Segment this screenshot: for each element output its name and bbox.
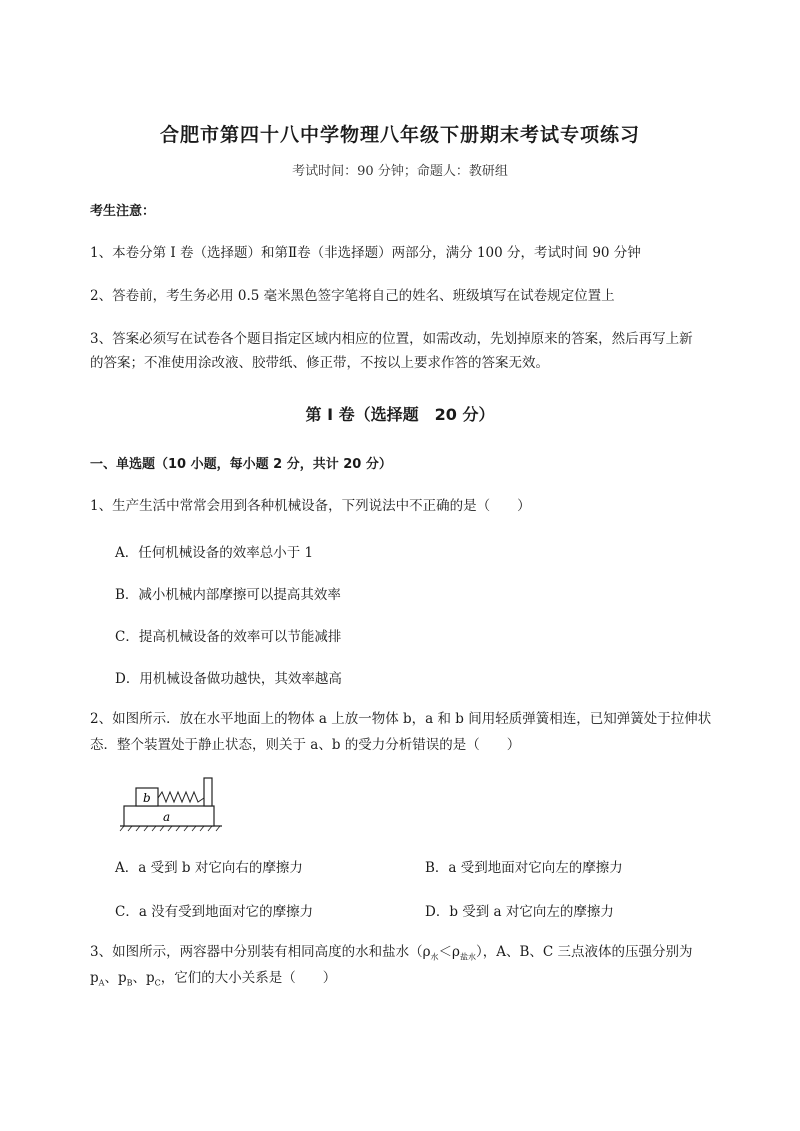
q1-option-a: A．任何机械设备的效率总小于 1	[115, 545, 314, 561]
spring-block-figure	[118, 772, 228, 832]
q1-option-c: C．提高机械设备的效率可以节能减排	[115, 629, 342, 645]
spring	[158, 792, 204, 802]
q2-option-a: A．a 受到 b 对它向右的摩擦力	[115, 860, 303, 876]
post	[204, 778, 212, 806]
label-b: b	[143, 791, 151, 805]
notice-item-3-line-2: 的答案；不准使用涂改液、胶带纸、修正带，不按以上要求作答的答案无效。	[90, 355, 549, 371]
q2-option-d: D．b 受到 a 对它向左的摩擦力	[425, 904, 614, 920]
q2-option-b: B．a 受到地面对它向左的摩擦力	[425, 860, 623, 876]
notice-item-3-line-1: 3、答案必须写在试卷各个题目指定区域内相应的位置，如需改动，先划掉原来的答案，然后再写上新	[90, 331, 693, 347]
question-2-stem-line-1: 2、如图所示．放在水平地面上的物体 a 上放一物体 b，a 和 b 间用轻质弹簧相连，已知弹簧处于拉伸状	[90, 711, 712, 727]
question-3-stem-line-2: $p_A$、$p_B$、$p_C$，它们的大小关系是（ ）	[90, 970, 337, 988]
section-title: 第 I 卷（选择题 20 分）	[305, 405, 495, 424]
q1-option-d: D．用机械设备做功越快，其效率越高	[115, 671, 342, 687]
notice-heading: 考生注意：	[90, 204, 156, 219]
q2-option-c: C．a 没有受到地面对它的摩擦力	[115, 904, 314, 920]
question-3-stem-line-1: 3、如图所示，两容器中分别装有相同高度的水和盐水$(\rho_水<\rho_{盐水})$，A、B、C 三点液体的压强分别为	[90, 944, 693, 962]
ground-hatching	[120, 826, 220, 831]
exam-info: 考试时间：90 分钟；命题人：教研组	[292, 164, 508, 179]
notice-item-2: 2、答卷前，考生务必用 0.5 毫米黑色签字笔将自己的姓名、班级填写在试卷规定位置上	[90, 288, 615, 304]
q1-option-b: B．减小机械内部摩擦可以提高其效率	[115, 587, 341, 603]
notice-item-1: 1、本卷分第 I 卷（选择题）和第Ⅱ卷（非选择题）两部分，满分 100 分，考试时间 90 分钟	[90, 245, 641, 261]
question-1-stem: 1、生产生活中常常会用到各种机械设备，下列说法中不正确的是（ ）	[90, 498, 531, 514]
label-a: a	[163, 810, 171, 824]
page-title: 合肥市第四十八中学物理八年级下册期末考试专项练习	[159, 124, 640, 146]
part-heading: 一、单选题（10 小题，每小题 2 分，共计 20 分）	[90, 457, 392, 472]
question-2-stem-line-2: 态．整个装置处于静止状态，则关于 a、b 的受力分析错误的是（ ）	[90, 737, 521, 753]
